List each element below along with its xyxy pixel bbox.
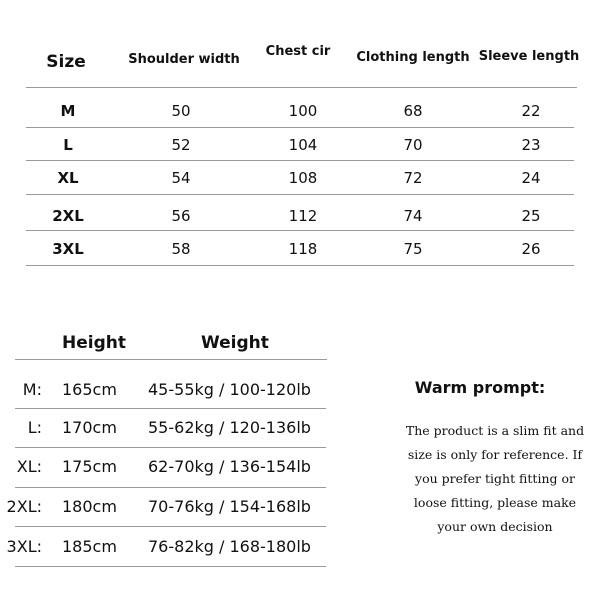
- table-row: [0, 489, 340, 525]
- weight-cell: 70-76kg / 154-168lb: [148, 497, 311, 516]
- length-cell: 72: [403, 169, 423, 187]
- prompt-title: Warm prompt:: [414, 378, 546, 397]
- size-chart-table: [0, 0, 600, 280]
- table-row: [0, 234, 600, 264]
- header-height: Height: [62, 333, 126, 353]
- size-cell: XL:: [16, 457, 42, 476]
- table-row: [0, 201, 600, 231]
- table-row: [0, 372, 340, 408]
- height-cell: 165cm: [62, 380, 117, 399]
- header-chest-cir: Chest cir: [265, 44, 331, 59]
- prompt-line: size is only for reference. If: [407, 447, 583, 462]
- size-cell: M:: [22, 380, 42, 399]
- table-row: [0, 96, 600, 126]
- size-cell: M: [60, 102, 76, 120]
- height-cell: 185cm: [62, 537, 117, 556]
- header-clothing-length: Clothing length: [356, 50, 470, 65]
- sleeve-cell: 23: [521, 136, 541, 154]
- size-cell: 2XL: [52, 207, 84, 225]
- length-cell: 75: [403, 240, 423, 258]
- chest-cell: 100: [288, 102, 318, 120]
- chest-cell: 112: [288, 207, 318, 225]
- length-cell: 68: [403, 102, 423, 120]
- height-cell: 180cm: [62, 497, 117, 516]
- height-cell: 175cm: [62, 457, 117, 476]
- prompt-text: [400, 419, 590, 539]
- length-cell: 74: [403, 207, 423, 225]
- weight-cell: 62-70kg / 136-154lb: [148, 457, 311, 476]
- row-divider: [15, 408, 326, 409]
- prompt-line: you prefer tight fitting or: [415, 471, 575, 486]
- chest-cell: 118: [288, 240, 318, 258]
- row-divider: [26, 127, 574, 128]
- header-divider: [26, 87, 577, 88]
- shoulder-cell: 52: [171, 136, 191, 154]
- sleeve-cell: 24: [521, 169, 541, 187]
- weight-cell: 55-62kg / 120-136lb: [148, 418, 311, 437]
- size-cell: 3XL: [52, 240, 84, 258]
- table-row: [0, 449, 340, 485]
- sleeve-cell: 25: [521, 207, 541, 225]
- size-cell: L:: [27, 418, 42, 437]
- size-cell: XL: [57, 169, 79, 187]
- row-divider: [26, 230, 574, 231]
- row-divider: [15, 447, 326, 448]
- chest-cell: 104: [288, 136, 318, 154]
- table-row: [0, 130, 600, 160]
- header-shoulder-width: Shoulder width: [128, 52, 240, 67]
- prompt-line: The product is a slim fit and: [405, 423, 585, 438]
- row-divider: [15, 526, 326, 527]
- header-weight: Weight: [201, 333, 269, 353]
- shoulder-cell: 54: [171, 169, 191, 187]
- shoulder-cell: 58: [171, 240, 191, 258]
- table-row: [0, 410, 340, 446]
- header-divider: [15, 359, 327, 360]
- length-cell: 70: [403, 136, 423, 154]
- table-row: [0, 163, 600, 193]
- size-cell: L: [63, 136, 73, 154]
- header-size: Size: [46, 52, 86, 72]
- chest-cell: 108: [288, 169, 318, 187]
- shoulder-cell: 56: [171, 207, 191, 225]
- table-row: [0, 529, 340, 565]
- weight-cell: 45-55kg / 100-120lb: [148, 380, 311, 399]
- shoulder-cell: 50: [171, 102, 191, 120]
- sleeve-cell: 22: [521, 102, 541, 120]
- height-cell: 170cm: [62, 418, 117, 437]
- weight-cell: 76-82kg / 168-180lb: [148, 537, 311, 556]
- prompt-line: loose fitting, please make: [413, 495, 577, 510]
- size-cell: 3XL:: [6, 537, 42, 556]
- size-cell: 2XL:: [6, 497, 42, 516]
- sleeve-cell: 26: [521, 240, 541, 258]
- row-divider: [15, 487, 326, 488]
- row-divider: [15, 566, 326, 567]
- prompt-line: your own decision: [437, 519, 553, 534]
- header-sleeve-length: Sleeve length: [478, 49, 580, 64]
- row-divider: [26, 194, 574, 195]
- row-divider: [26, 160, 574, 161]
- row-divider: [26, 265, 574, 266]
